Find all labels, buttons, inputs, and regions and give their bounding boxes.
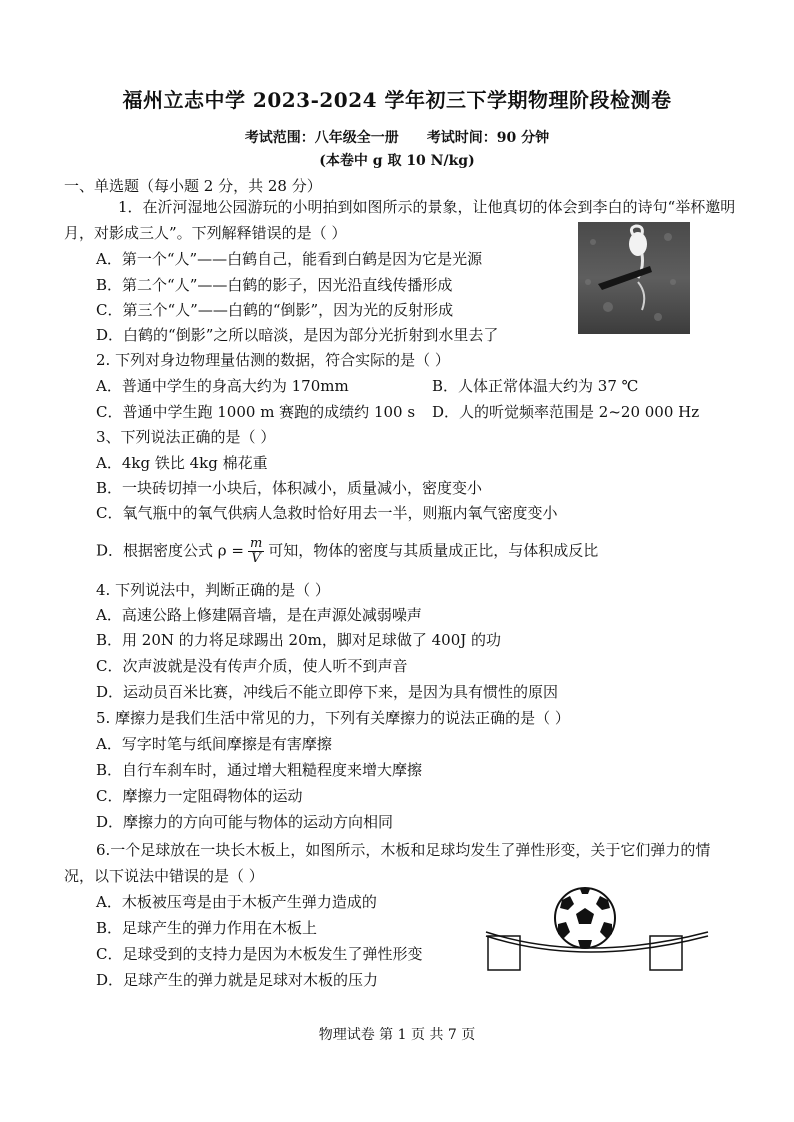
q6-option-b: B．足球产生的弹力作用在木板上 [96, 919, 318, 937]
exam-scope: 考试范围：八年级全一册 [244, 130, 399, 146]
q5-stem: 5. 摩擦力是我们生活中常见的力，下列有关摩擦力的说法正确的是（ ） [96, 709, 570, 727]
section-heading: 一、单选题（每小题 2 分，共 28 分） [64, 177, 322, 195]
q3-option-b: B．一块砖切掉一小块后，体积减小，质量减小，密度变小 [96, 479, 483, 497]
exam-info [0, 127, 794, 147]
q2-option-d: D．人的听觉频率范围是 2~20 000 Hz [432, 403, 700, 421]
q2-option-b: B．人体正常体温大约为 37 ℃ [432, 377, 639, 395]
exam-time: 考试时间：90 分钟 [426, 130, 550, 146]
q4-option-b: B．用 20N 的力将足球踢出 20m，脚对足球做了 400J 的功 [96, 631, 502, 649]
football-icon [555, 888, 615, 948]
crane-photo [578, 222, 690, 334]
formula-numerator: m [249, 536, 263, 551]
formula-denominator: V [251, 551, 261, 566]
q4-option-c: C．次声波就是没有传声介质，使人听不到声音 [96, 657, 408, 675]
page-footer: 物理试卷 第 1 页 共 7 页 [318, 1027, 476, 1043]
q6-option-a: A．木板被压弯是由于木板产生弹力造成的 [96, 893, 377, 911]
q5-option-b: B．自行车刹车时，通过增大粗糙程度来增大摩擦 [96, 761, 423, 779]
q6-option-c: C．足球受到的支持力是因为木板发生了弹性形变 [96, 945, 423, 963]
q5-option-a: A．写字时笔与纸间摩擦是有害摩擦 [96, 735, 332, 753]
q6-stem-line2: 况，以下说法中错误的是（ ） [64, 867, 264, 885]
q3-option-d [96, 537, 598, 566]
q3-option-a: A．4kg 铁比 4kg 棉花重 [96, 454, 268, 472]
q5-option-c: C．摩擦力一定阻碍物体的运动 [96, 787, 303, 805]
q6-stem-line1: 6.一个足球放在一块长木板上，如图所示，木板和足球均发生了弹性形变，关于它们弹力的情 [96, 841, 711, 859]
exam-note: (本卷中 g 取 10 N/kg) [319, 153, 475, 169]
q2-option-c: C．普通中学生跑 1000 m 赛跑的成绩约 100 s [96, 403, 416, 421]
q4-option-a: A．高速公路上修建隔音墙，是在声源处减弱噪声 [96, 606, 422, 624]
q5-option-d: D．摩擦力的方向可能与物体的运动方向相同 [96, 813, 394, 831]
q2-option-a: A．普通中学生的身高大约为 170mm [96, 377, 349, 395]
q4-option-d: D．运动员百米比赛，冲线后不能立即停下来，是因为具有惯性的原因 [96, 683, 559, 701]
density-formula [248, 537, 264, 566]
q1-option-b: B．第二个“人”——白鹤的影子，因光沿直线传播形成 [96, 276, 453, 294]
q1-option-a: A．第一个“人”——白鹤自己，能看到白鹤是因为它是光源 [96, 250, 483, 268]
q3-option-d-suffix: 可知，物体的密度与其质量成正比，与体积成反比 [268, 541, 599, 560]
q3-stem: 3、下列说法正确的是（ ） [96, 428, 276, 446]
q4-stem: 4. 下列说法中，判断正确的是（ ） [96, 581, 330, 599]
q1-stem-line1: 1．在沂河湿地公园游玩的小明拍到如图所示的景象，让他真切的体会到李白的诗句“举杯邀明 [118, 198, 736, 216]
q1-option-c: C．第三个“人”——白鹤的“倒影”，因为光的反射形成 [96, 301, 454, 319]
q1-stem-line2: 月，对影成三人”。下列解释错误的是（ ） [64, 224, 347, 242]
q3-option-d-prefix: D．根据密度公式 ρ = [96, 541, 244, 560]
q3-option-c: C．氧气瓶中的氧气供病人急救时恰好用去一半，则瓶内氧气密度变小 [96, 504, 558, 522]
football-on-board-figure [482, 880, 712, 975]
q6-option-d: D．足球产生的弹力就是足球对木板的压力 [96, 971, 379, 989]
q2-stem: 2. 下列对身边物理量估测的数据，符合实际的是（ ） [96, 351, 450, 369]
q1-option-d: D．白鹤的“倒影”之所以暗淡，是因为部分光折射到水里去了 [96, 326, 499, 344]
page-title: 福州立志中学 2023-2024 学年初三下学期物理阶段检测卷 [122, 88, 672, 112]
